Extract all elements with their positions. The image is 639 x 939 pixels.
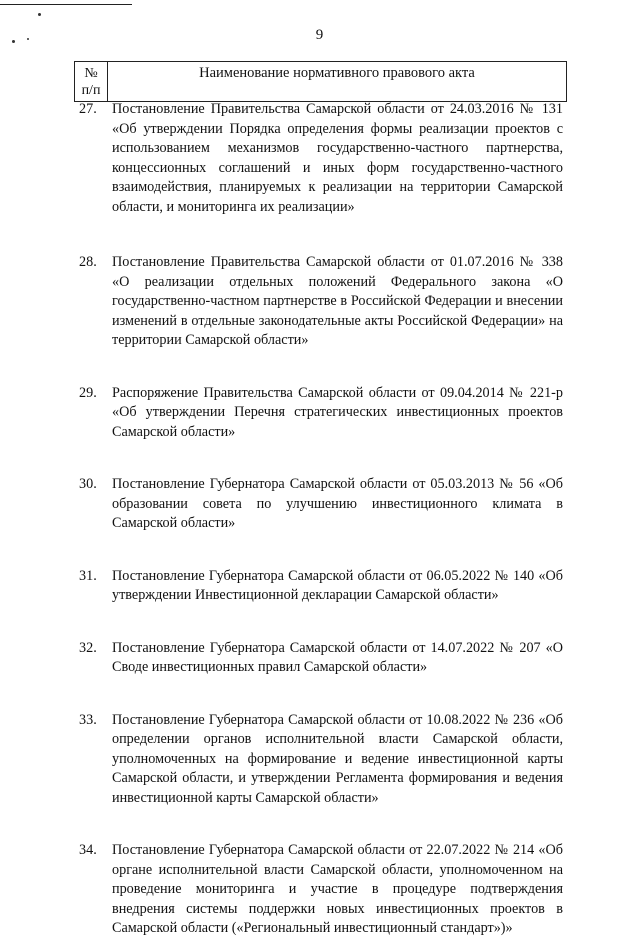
list-item: [79, 841, 563, 939]
item-number: 28.: [79, 254, 97, 270]
scan-speck: [38, 13, 41, 16]
number-sign: №: [84, 65, 98, 81]
act-list: [79, 100, 563, 939]
item-number: 29.: [79, 384, 97, 401]
list-item: [79, 711, 563, 809]
item-text: Постановление Губернатора Самарской области от 06.05.2022 № 140 «Об утверждении Инвестиционной декларации Самарской области»: [112, 567, 563, 603]
list-item: [79, 384, 563, 443]
item-text: Постановление Правительства Самарской области от 01.07.2016 № 338 «О реализации отдельных положений Федерального закона «О государственно-частном партнерстве в Российской Федерации и внесении изменений в отдельные законодательные акты Российской Федерации» на территории Самарской области»: [112, 254, 563, 348]
item-text: Постановление Губернатора Самарской области от 10.08.2022 № 236 «Об определении органов исполнительной власти Самарской области, уполномоченных на формирование и ведение инвестиционной карты Самарской области, и утверждении Регламента формирования и ведения инвестиционной карты Самарской области»: [112, 711, 563, 806]
corner-rule: [0, 4, 132, 5]
list-item: [79, 253, 563, 351]
item-number: 33.: [79, 711, 97, 728]
number-column-header: [75, 62, 108, 101]
list-item: [79, 475, 563, 534]
list-item: [79, 567, 563, 606]
item-abbreviation: п/п: [81, 82, 101, 98]
item-number: 32.: [79, 639, 97, 656]
item-number: 30.: [79, 476, 97, 492]
item-text: Постановление Губернатора Самарской области от 14.07.2022 № 207 «О Своде инвестиционных правил Самарской области»: [112, 639, 563, 675]
item-number: 27.: [79, 101, 97, 117]
list-item: [79, 100, 563, 217]
item-number: 34.: [79, 842, 97, 858]
table-header: [74, 61, 567, 102]
list-item: [79, 639, 563, 678]
title-column-header: Наименование нормативного правового акта: [199, 65, 475, 81]
page-number: 9: [315, 27, 324, 43]
item-text: Распоряжение Правительства Самарской области от 09.04.2014 № 221-р «Об утверждении Перечня стратегических инвестиционных проектов Самарской области»: [112, 384, 563, 440]
item-text: Постановление Губернатора Самарской области от 05.03.2013 № 56 «Об образовании совета по улучшению инвестиционного климата в Самарской области»: [112, 476, 563, 531]
item-text: Постановление Правительства Самарской области от 24.03.2016 № 131 «Об утверждении Порядка определения формы реализации проектов с использованием механизмов государственно-частного партнерства, концессионных соглашений и иных форм государственно-частного взаимодействия, планируемых к реализации на территории Самарской области, и мониторинга их реализации»: [112, 101, 563, 215]
item-text: Постановление Губернатора Самарской области от 22.07.2022 № 214 «Об органе исполнительной власти Самарской области, уполномоченном на проведение мониторинга и участие в процедуре подтверждения внедрения системы поддержки новых инвестиционных проектов в Самарской области («Региональный инвестиционный стандарт»)»: [112, 842, 563, 936]
item-number: 31.: [79, 567, 97, 584]
